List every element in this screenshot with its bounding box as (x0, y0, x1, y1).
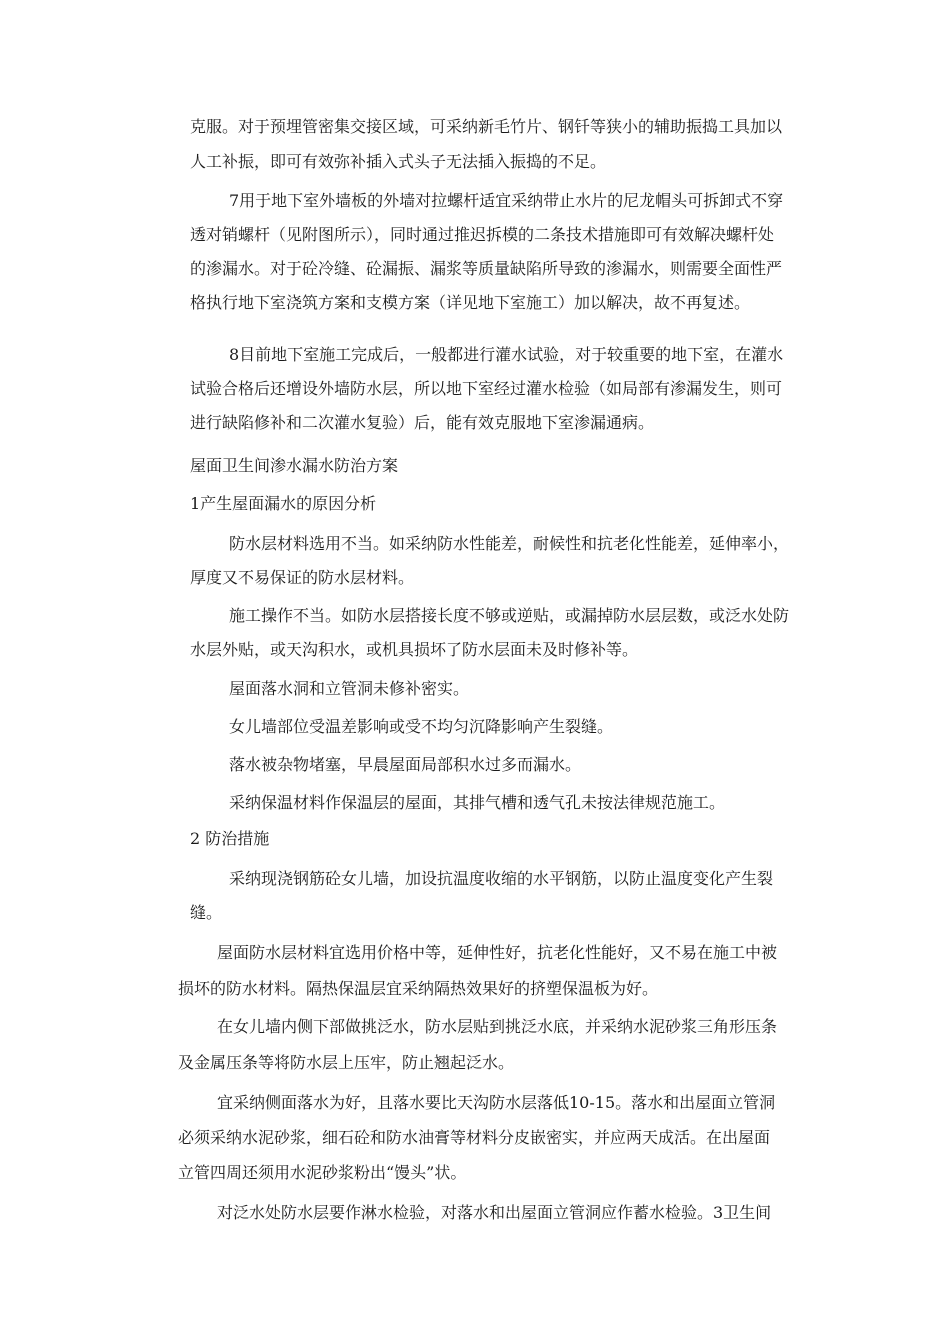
text-line: 女儿墙部位受温差影响或受不均匀沉降影响产生裂缝。 (229, 717, 614, 736)
section-heading: 屋面卫生间渗水漏水防治方案 (190, 456, 399, 475)
subsection-heading: 2 防治措施 (190, 829, 270, 848)
text-line: 格执行地下室浇筑方案和支模方案（详见地下室施工）加以解决，故不再复述。 (190, 293, 751, 312)
text-line: 采纳保温材料作保温层的屋面，其排气槽和透气孔未按法律规范施工。 (229, 793, 726, 812)
text-line: 落水被杂物堵塞，早晨屋面局部积水过多而漏水。 (229, 755, 582, 774)
text-line: 对泛水处防水层要作淋水检验，对落水和出屋面立管洞应作蓄水检验。3卫生间 (217, 1203, 772, 1222)
text-line: 屋面防水层材料宜选用价格中等，延伸性好，抗老化性能好，又不易在施工中被 (217, 943, 778, 962)
text-line: 屋面落水洞和立管洞未修补密实。 (229, 679, 470, 698)
text-line: 及金属压条等将防水层上压牢，防止翘起泛水。 (178, 1053, 515, 1072)
text-line: 宜采纳侧面落水为好，且落水要比天沟防水层落低10-15。落水和出屋面立管洞 (217, 1093, 776, 1112)
text-line: 在女儿墙内侧下部做挑泛水，防水层贴到挑泛水底，并采纳水泥砂浆三角形压条 (217, 1017, 778, 1036)
text-line: 进行缺陷修补和二次灌水复验）后，能有效克服地下室渗漏通病。 (190, 413, 655, 432)
text-line: 必须采纳水泥砂浆，细石砼和防水油膏等材料分皮嵌密实，并应两天成活。在出屋面 (178, 1128, 771, 1147)
text-line: 防水层材料选用不当。如采纳防水性能差，耐候性和抗老化性能差，延伸率小， (229, 534, 790, 553)
text-line: 损坏的防水材料。隔热保温层宜采纳隔热效果好的挤塑保温板为好。 (178, 979, 659, 998)
text-line: 缝。 (190, 903, 223, 922)
text-line: 8目前地下室施工完成后，一般都进行灌水试验，对于较重要的地下室，在灌水 (229, 345, 784, 364)
text-line: 水层外贴，或天沟积水，或机具损坏了防水层面未及时修补等。 (190, 640, 639, 659)
text-line: 厚度又不易保证的防水层材料。 (190, 568, 415, 587)
text-line: 透对销螺杆（见附图所示），同时通过推迟拆模的二条技术措施即可有效解决螺杆处 (190, 225, 775, 244)
text-line: 人工补振，即可有效弥补插入式头子无法插入振捣的不足。 (190, 152, 607, 171)
text-line: 的渗漏水。对于砼冷缝、砼漏振、漏浆等质量缺陷所导致的渗漏水，则需要全面性严 (190, 259, 783, 278)
subsection-heading: 1产生屋面漏水的原因分析 (190, 494, 377, 513)
text-line: 7用于地下室外墙板的外墙对拉螺杆适宜采纳带止水片的尼龙帽头可拆卸式不穿 (229, 191, 784, 210)
text-line: 立管四周还须用水泥砂浆粉出“馒头”状。 (178, 1163, 467, 1182)
text-line: 克服。对于预埋管密集交接区域，可采纳新毛竹片、钢钎等狭小的辅助振捣工具加以 (190, 117, 783, 136)
text-line: 试验合格后还增设外墙防水层，所以地下室经过灌水检验（如局部有渗漏发生，则可 (190, 379, 783, 398)
text-line: 施工操作不当。如防水层搭接长度不够或逆贴，或漏掉防水层层数，或泛水处防 (229, 606, 790, 625)
text-line: 采纳现浇钢筋砼女儿墙，加设抗温度收缩的水平钢筋，以防止温度变化产生裂 (229, 869, 774, 888)
